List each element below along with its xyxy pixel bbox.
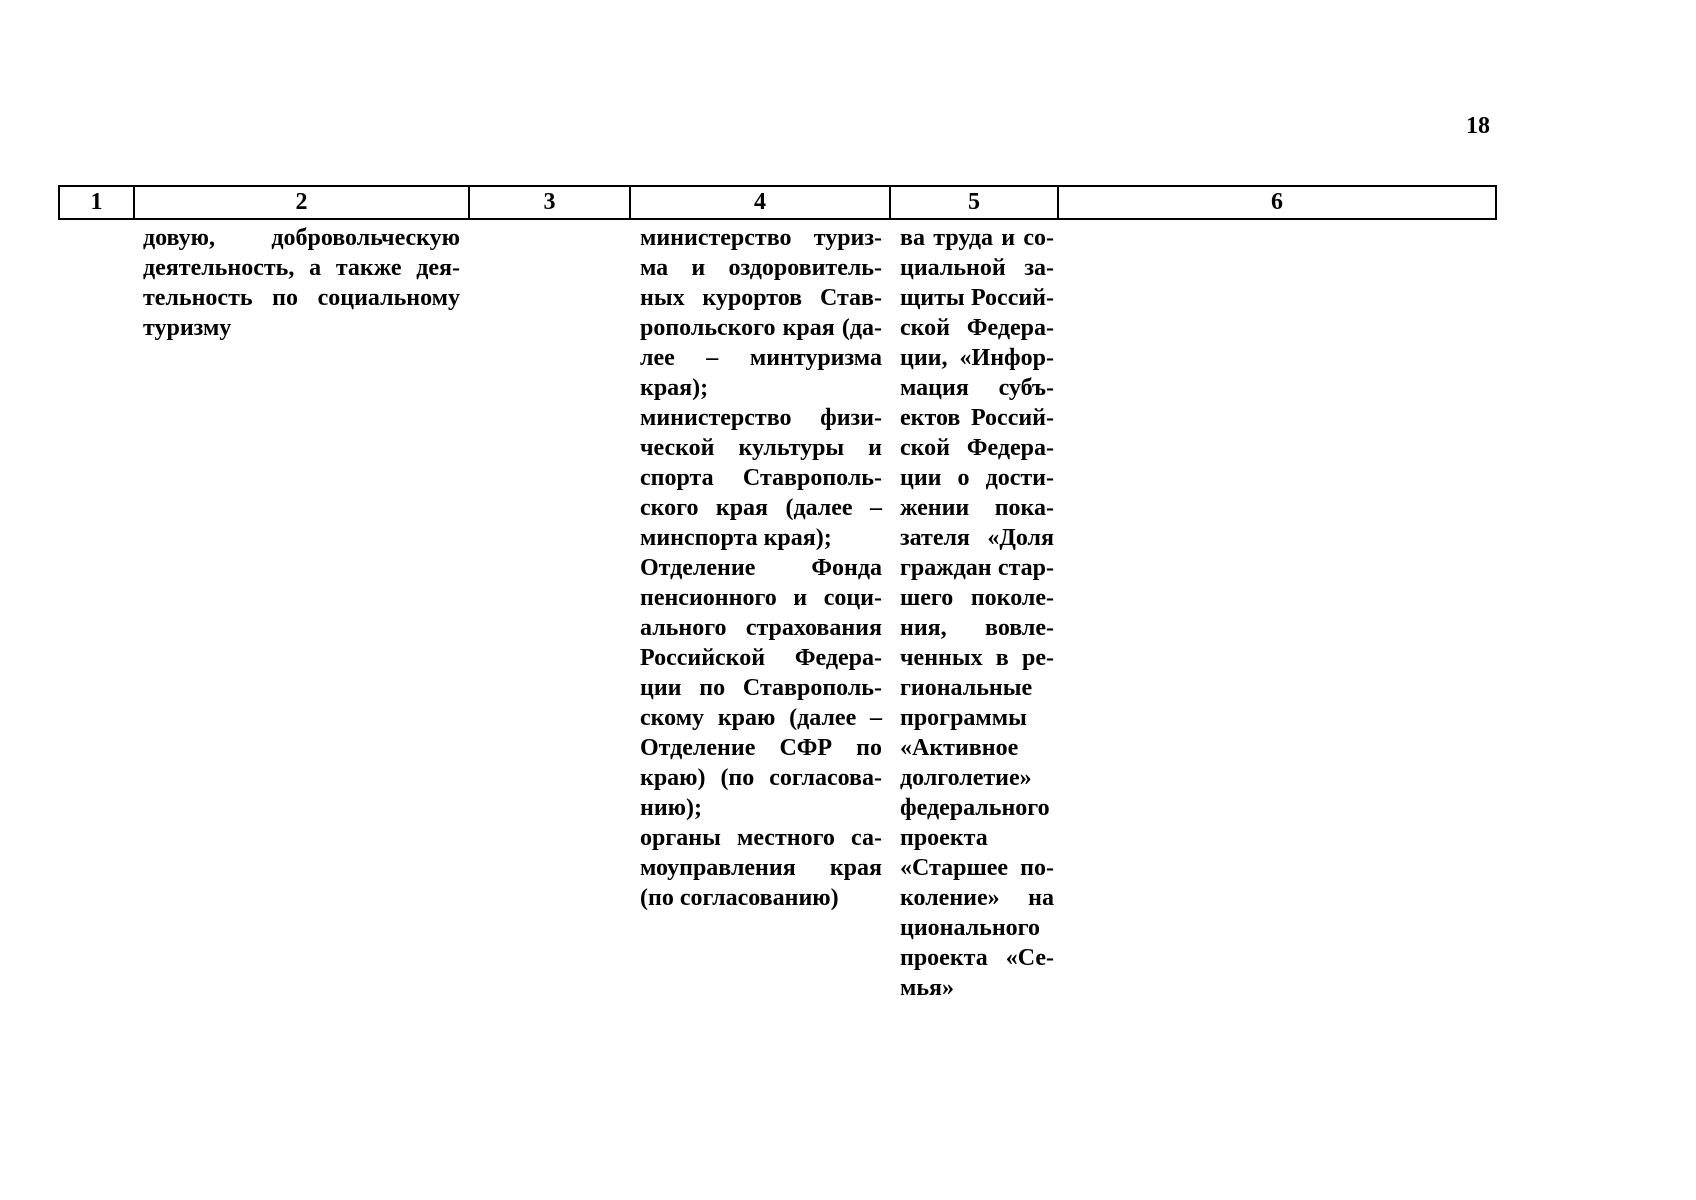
text-line: мация субъ- (900, 375, 1054, 401)
text-line: ции, «Инфор- (900, 345, 1054, 371)
text-line: ционального (900, 915, 1040, 941)
text-line: тельность по социальному (143, 285, 460, 311)
column-header-2: 2 (134, 186, 469, 219)
text-line: граждан стар- (900, 555, 1054, 581)
text-line: деятельность, а также дея- (143, 255, 460, 281)
text-line: ния, вовле- (900, 615, 1054, 641)
cell-col-4 (630, 219, 890, 1003)
text-line: туризму (143, 315, 232, 341)
text-line: Отделение СФР по (640, 735, 882, 761)
text-line: ческой культуры и (640, 435, 882, 461)
text-line: «Старшее по- (900, 855, 1054, 881)
text-line: ропольского края (да- (640, 315, 882, 341)
text-line: жении пока- (900, 495, 1054, 521)
column-header-3: 3 (469, 186, 630, 219)
text-line: ской Федера- (900, 315, 1054, 341)
text-line: долголетие» (900, 765, 1032, 791)
text-line: скому краю (далее – (640, 705, 882, 731)
text-line: спорта Ставрополь- (640, 465, 882, 491)
text-line: циальной за- (900, 255, 1054, 281)
text-line: мья» (900, 975, 955, 1001)
text-line: краю) (по согласова- (640, 765, 882, 791)
text-line: Отделение Фонда (640, 555, 882, 581)
text-line: проекта (900, 825, 988, 851)
text-line: (по согласованию) (640, 885, 839, 911)
page-number: 18 (1466, 113, 1490, 139)
text-line: ва труда и со- (900, 225, 1054, 251)
cell-col-3 (469, 219, 630, 1003)
text-line: минспорта края); (640, 525, 832, 551)
cell-col-2 (134, 219, 469, 1003)
column-header-5: 5 (890, 186, 1058, 219)
document-table (58, 185, 1497, 1003)
text-line: федерального (900, 795, 1050, 821)
text-line: моуправления края (640, 855, 882, 881)
text-line: органы местного са- (640, 825, 882, 851)
table-row (59, 219, 1496, 1003)
text-line: гиональные (900, 675, 1033, 701)
text-line: ектов Россий- (900, 405, 1054, 431)
text-line: коление» на (900, 885, 1054, 911)
text-line: министерство физи- (640, 405, 882, 431)
table-header-row (59, 186, 1496, 219)
text-line: зателя «Доля (900, 525, 1054, 551)
text-line: ского края (далее – (640, 495, 882, 521)
text-line: проекта «Се- (900, 945, 1054, 971)
text-line: ской Федера- (900, 435, 1054, 461)
text-line: «Активное (900, 735, 1019, 761)
text-line: нию); (640, 795, 702, 821)
text-line: щиты Россий- (900, 285, 1054, 311)
text-line: ции по Ставрополь- (640, 675, 882, 701)
text-line: ных курортов Став- (640, 285, 882, 311)
column-header-1: 1 (59, 186, 134, 219)
text-line: программы (900, 705, 1027, 731)
text-line: пенсионного и соци- (640, 585, 882, 611)
text-line: ченных в ре- (900, 645, 1054, 671)
text-line: довую, добровольческую (143, 225, 460, 251)
column-header-4: 4 (630, 186, 890, 219)
text-line: Российской Федера- (640, 645, 882, 671)
text-line: шего поколе- (900, 585, 1054, 611)
cell-col-6 (1058, 219, 1496, 1003)
cell-col-5 (890, 219, 1058, 1003)
text-line: ции о дости- (900, 465, 1054, 491)
text-line: ма и оздоровитель- (640, 255, 882, 281)
text-line: министерство туриз- (640, 225, 882, 251)
text-line: лее – минтуризма (640, 345, 882, 371)
text-line: края); (640, 375, 709, 401)
text-line: ального страхования (640, 615, 882, 641)
column-header-6: 6 (1058, 186, 1496, 219)
cell-col-1 (59, 219, 134, 1003)
